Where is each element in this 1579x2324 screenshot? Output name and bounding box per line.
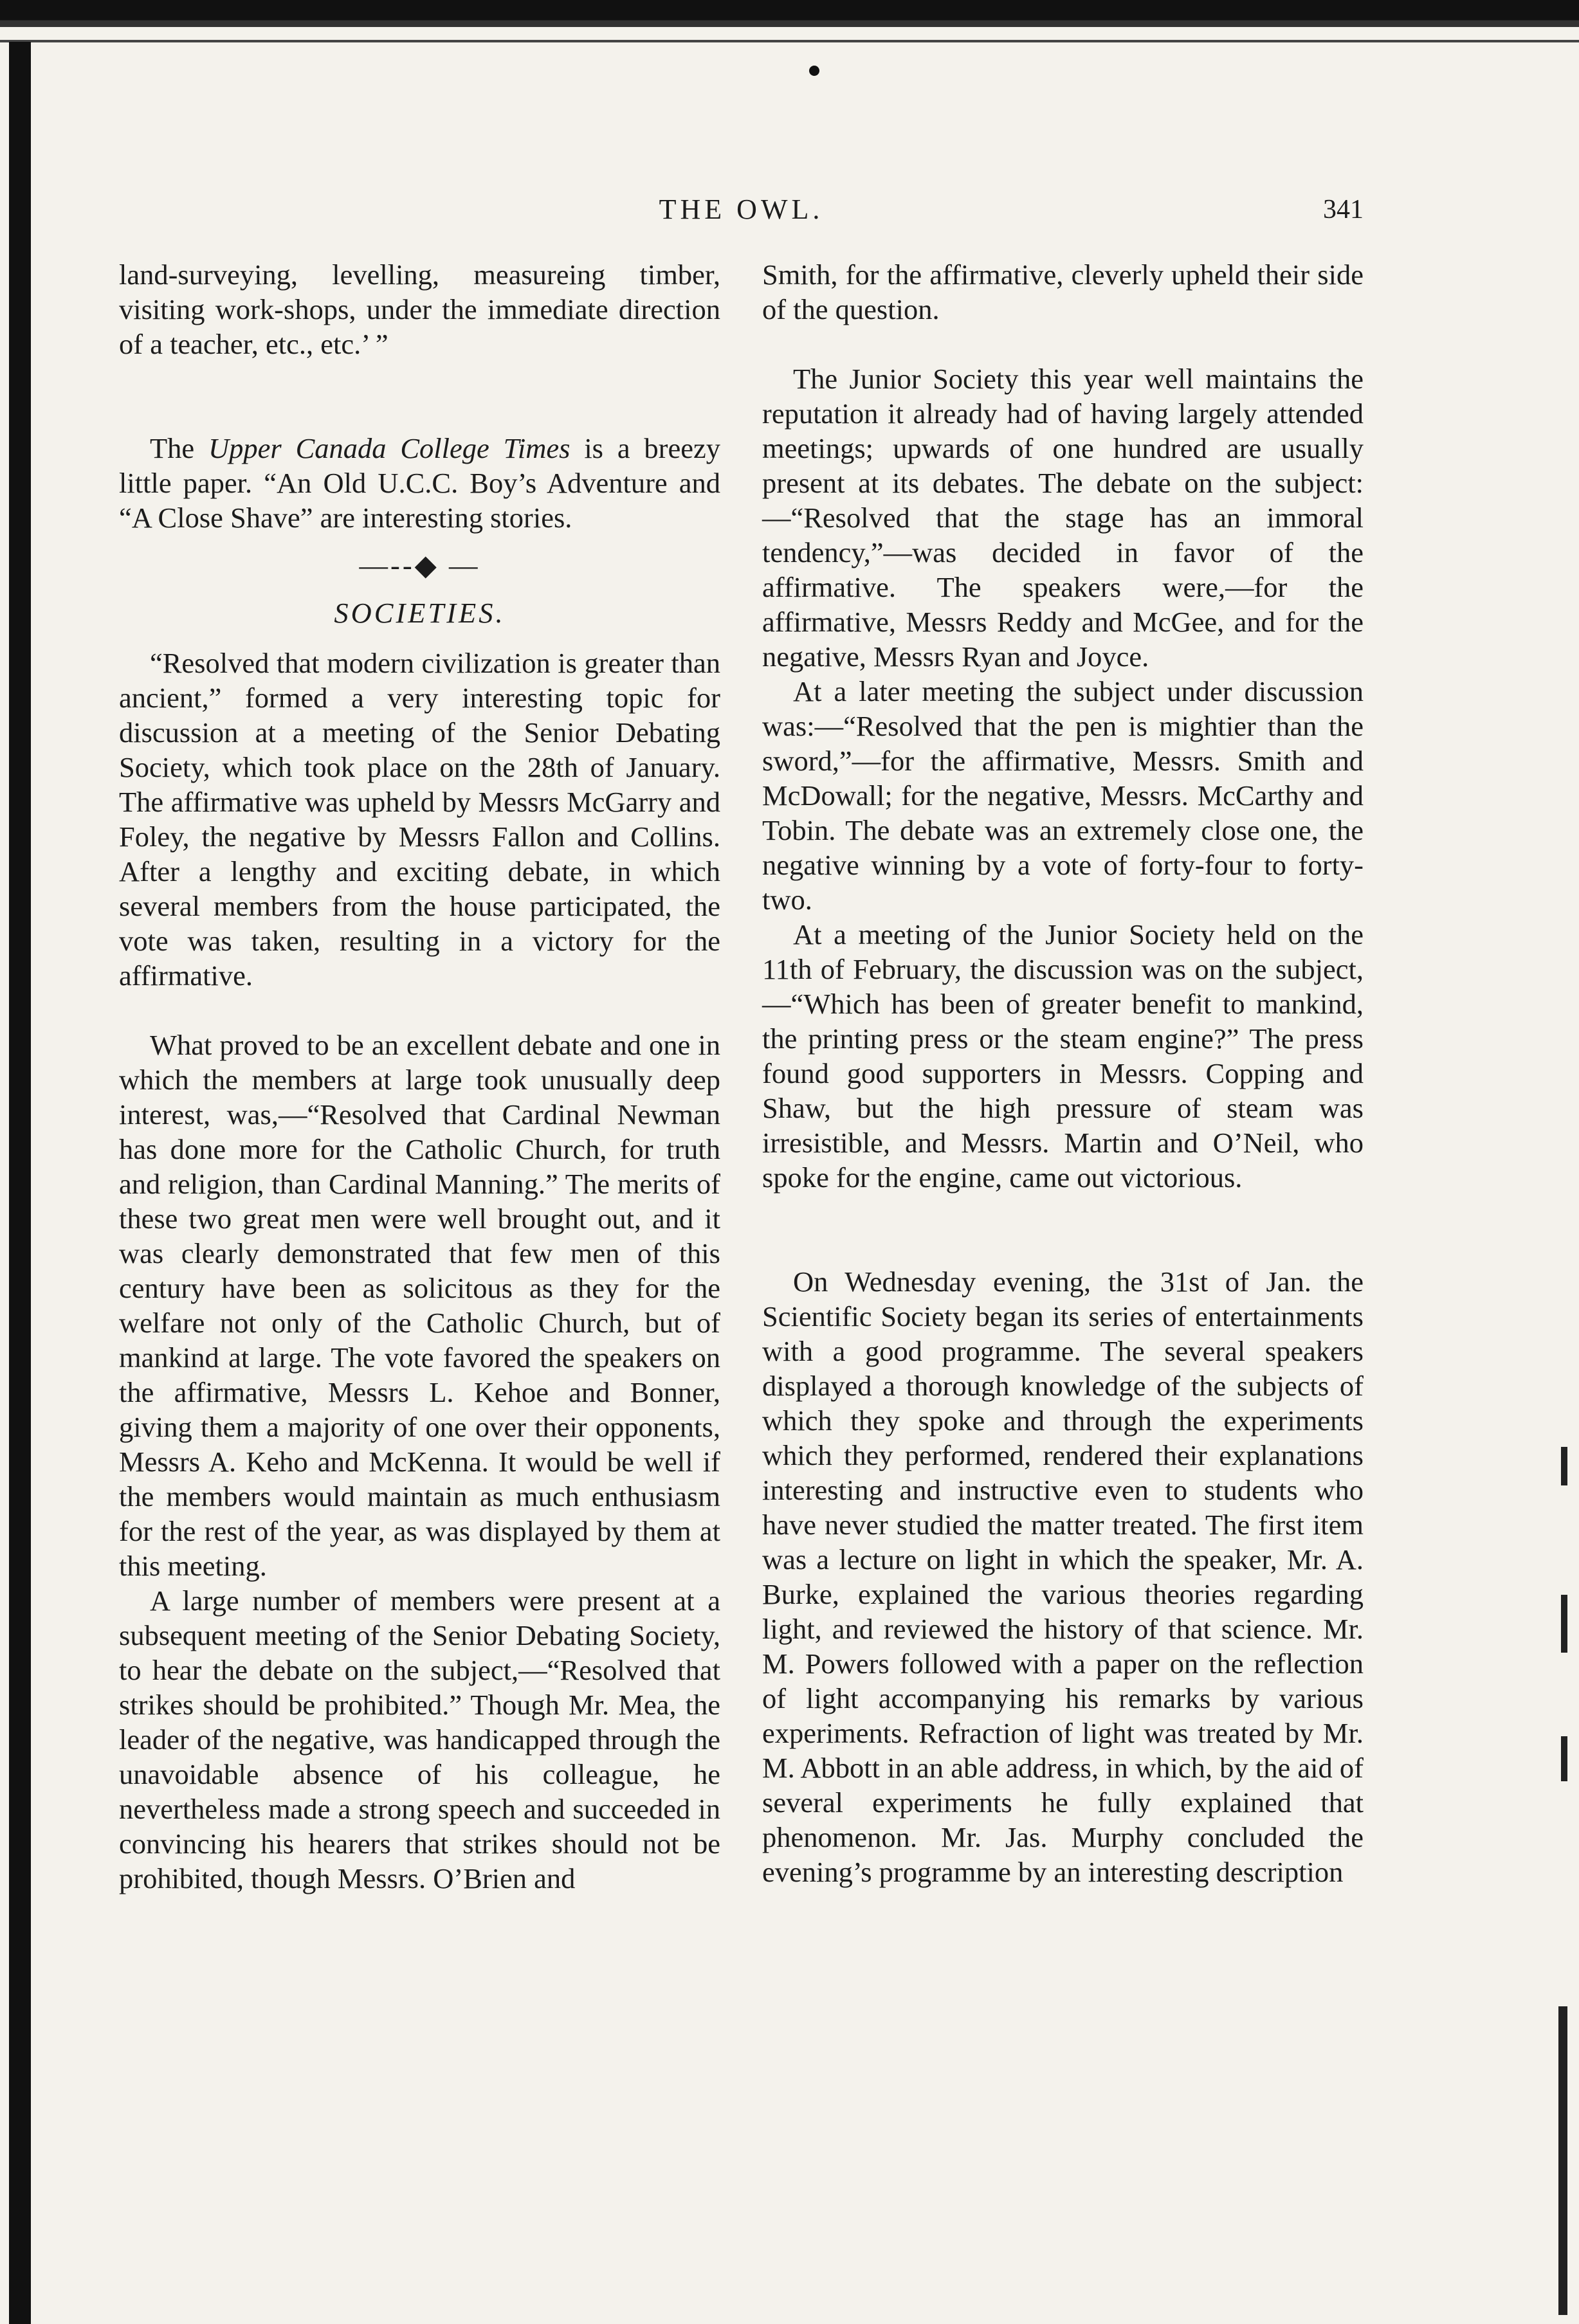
page-header	[119, 193, 1364, 244]
paragraph-scientific-society: On Wednesday evening, the 31st of Jan. the Scientific Society began its series of entertainments with a good programme. The several speakers displayed a thorough knowledge of the subjects of which they spoke and through the experiments which they performed, rendered their explanations interesting and instructive even to students who have never studied the matter treated. The first item was a lecture on light in which the speaker, Mr. A. Burke, explained the various theories regarding light, and reviewed the history of that science. Mr. M. Powers followed with a paper on the reflection of light accompanying his remarks by various experiments. Refraction of light was treated by Mr. M. Abbott in an able address, in which, by the aid of several experiments he fully explained that phenomenon. Mr. Jas. Murphy concluded the evening’s programme by an interesting description	[762, 1266, 1364, 1888]
paragraph-continued: land-surveying, levelling, measureing timber, visiting work-shops, under the immediate direction of a teacher, etc., etc.’ ”	[119, 259, 720, 360]
paragraph-senior-debate-3: A large number of members were present at a subsequent meeting of the Senior Debating Society, to hear the debate on the subject,—“Resolved that strikes should be prohibited.” Though Mr. Mea, the leader of the negative, was handicapped through the unavoidable absence of his colleague, he nevertheless made a strong speech and succeeded in convincing his hearers that strikes should not be prohibited, though Messrs. O’Brien and	[119, 1584, 720, 1894]
left-column	[119, 257, 720, 1896]
page-number: 341	[1323, 195, 1364, 224]
text-prefix: The	[150, 432, 195, 464]
paragraph-junior-society-2: At a later meeting the subject under discussion was:—“Resolved that the pen is mightier than the sword,”—for the affirmative, Messrs. Smith and McDowall; for the negative, Messrs. McCarthy and Tobin. The debate was an extremely close one, the negative winning by a vote of forty-four to forty-two.	[762, 675, 1364, 916]
ink-dot	[809, 66, 819, 76]
publication-title: Upper Canada College Times	[208, 432, 570, 464]
paragraph-junior-society-3: At a meeting of the Junior Society held on the 11th of February, the discussion was on the subject,—“Which has been of greater benefit to mankind, the printing press or the steam engine?” The press found good supporters in Messrs. Copping and Shaw, but the high pressure of steam was irresistible, and Messrs. Martin and O’Neil, who spoke for the engine, came out victorious.	[762, 918, 1364, 1194]
right-margin-bar	[1558, 2006, 1567, 2315]
left-page-edge	[9, 42, 31, 2324]
right-margin-speck	[1561, 1736, 1567, 1781]
paragraph-ucc-times	[119, 431, 720, 535]
paragraph-senior-debate-2: What proved to be an excellent debate and one in which the members at large took unusually deep interest, was,—“Resolved that Cardinal Newman has done more for the Catholic Church, for truth and religion, than Cardinal Manning.” The merits of these two great men were well brought out, and it was clearly demonstrated that few men of this century have been as solicitous as they for the welfare not only of the Catholic Church, but of mankind at large. The vote favored the speakers on the affirmative, Messrs L. Kehoe and Bonner, giving them a majority of one over their opponents, Messrs A. Keho and McKenna. It would be well if the members would maintain as much enthusiasm for the rest of the year, as was displayed by them at this meeting.	[119, 1029, 720, 1582]
top-border-rule	[0, 0, 1579, 45]
paragraph-junior-society-1: The Junior Society this year well maintains the reputation it already had of having largely attended meetings; upwards of one hundred are usually present at its debates. The debate on the subject: —“Resolved that the stage has an immoral tendency,”—was decided in favor of the affirmative. The speakers were,—for the affirmative, Messrs Reddy and McGee, and for the negative, Messrs Ryan and Joyce.	[762, 363, 1364, 673]
section-heading: SOCIETIES.	[334, 597, 506, 629]
running-title: THE OWL.	[659, 194, 824, 225]
paragraph-senior-debate-1: “Resolved that modern civilization is greater than ancient,” formed a very interesting topic for discussion at a meeting of the Senior Debating Society, which took place on the 28th of January. The affirmative was upheld by Messrs McGarry and Foley, the negative by Messrs Fallon and Collins. After a lengthy and exciting debate, in which several members from the house participated, the vote was taken, resulting in a victory for the affirmative.	[119, 647, 720, 992]
right-margin-speck	[1561, 1595, 1567, 1653]
right-margin-speck	[1561, 1447, 1567, 1485]
text-suffix: is a breezy little paper. “An Old U.C.C. Boy’s Adventure and “A Close Shave” are interesting stories.	[119, 432, 720, 534]
section-divider-ornament: —--◆ —	[359, 549, 480, 581]
paragraph-continued: Smith, for the affirmative, cleverly upheld their side of the question.	[762, 259, 1364, 325]
right-column	[762, 257, 1364, 1889]
